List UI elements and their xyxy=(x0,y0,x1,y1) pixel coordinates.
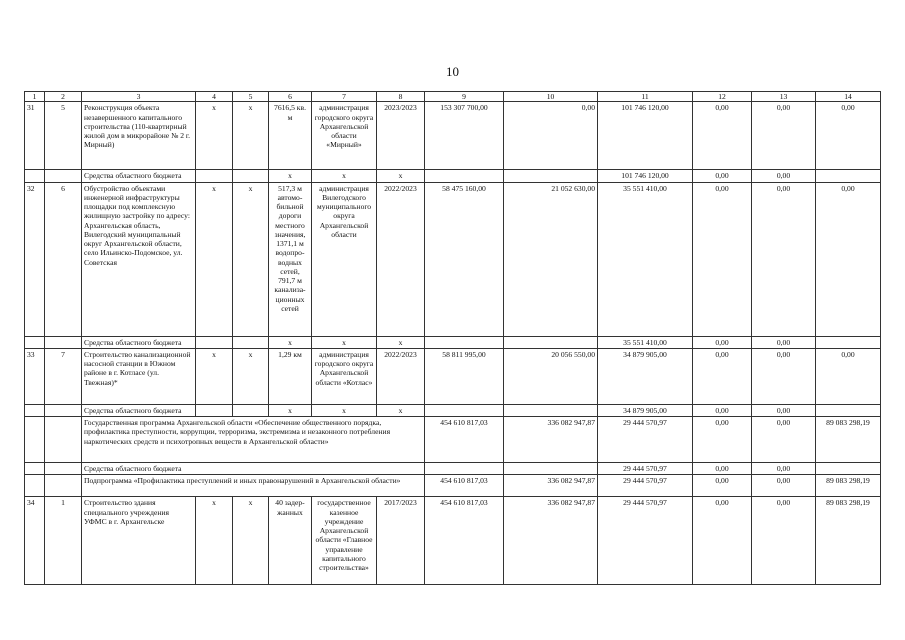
total-amount: 58 475 160,00 xyxy=(425,182,504,336)
amount-col10: 336 082 947,87 xyxy=(504,497,598,585)
amount-col13: 0,00 xyxy=(752,463,816,475)
amount-col12: 0,00 xyxy=(693,336,752,348)
amount-col10: 21 052 630,00 xyxy=(504,182,598,336)
capacity: 7616,5 кв. м xyxy=(269,102,312,170)
column-number: 3 xyxy=(82,92,196,102)
column-number: 6 xyxy=(269,92,312,102)
column-number: 5 xyxy=(233,92,269,102)
cell-x: x xyxy=(269,336,312,348)
sub-number: 6 xyxy=(45,182,82,336)
amount-col14: 89 083 298,19 xyxy=(816,475,881,497)
column-number: 4 xyxy=(196,92,233,102)
total-amount: 454 610 817,03 xyxy=(425,475,504,497)
cell-x: x xyxy=(233,348,269,404)
amount-col11: 29 444 570,97 xyxy=(598,475,693,497)
amount-col14: 0,00 xyxy=(816,182,881,336)
table-row xyxy=(25,182,881,336)
amount-col10: 0,00 xyxy=(504,102,598,170)
amount-col12: 0,00 xyxy=(693,102,752,170)
amount-col13: 0,00 xyxy=(752,348,816,404)
amount-col10: 336 082 947,87 xyxy=(504,417,598,463)
customer: администрация городского округа Архангельской области «Мирный» xyxy=(312,102,377,170)
total-amount: 454 610 817,03 xyxy=(425,417,504,463)
period: 2022/2023 xyxy=(377,348,425,404)
object-name: Строительство канализационной насосной станции в Южном районе в г. Котласе (ул. Твежная)* xyxy=(82,348,196,404)
amount-col13: 0,00 xyxy=(752,497,816,585)
cell-x: x xyxy=(233,182,269,336)
column-number: 7 xyxy=(312,92,377,102)
subtotal-row xyxy=(25,170,881,182)
subtotal-label: Средства областного бюджета xyxy=(82,404,196,416)
column-number: 11 xyxy=(598,92,693,102)
object-name: Строительство здания специального учреждения УФМС в г. Архангельске xyxy=(82,497,196,585)
amount-col12: 0,00 xyxy=(693,170,752,182)
subprogram-row xyxy=(25,475,881,497)
object-name: Реконструкция объекта незавершенного капитального строительства (110-квартирный жилой дом в микрорайоне № 2 г. Мирный) xyxy=(82,102,196,170)
column-number: 1 xyxy=(25,92,45,102)
amount-col12: 0,00 xyxy=(693,475,752,497)
cell-x: x xyxy=(312,404,377,416)
row-number: 32 xyxy=(25,182,45,336)
period: 2022/2023 xyxy=(377,182,425,336)
subtotal-row xyxy=(25,336,881,348)
customer: администрация городского округа Архангельской области «Котлас» xyxy=(312,348,377,404)
cell-x: x xyxy=(377,336,425,348)
table-row xyxy=(25,102,881,170)
amount-col11: 35 551 410,00 xyxy=(598,182,693,336)
amount-col12: 0,00 xyxy=(693,348,752,404)
amount-col14: 0,00 xyxy=(816,102,881,170)
amount-col12: 0,00 xyxy=(693,182,752,336)
column-number: 13 xyxy=(752,92,816,102)
budget-table xyxy=(24,91,881,585)
capacity: 40 задер-жанных xyxy=(269,497,312,585)
cell-x: x xyxy=(196,497,233,585)
amount-col11: 101 746 120,00 xyxy=(598,170,693,182)
amount-col14: 89 083 298,19 xyxy=(816,417,881,463)
subprogram-title: Подпрограмма «Профилактика преступлений и иных правонарушений в Архангельской области» xyxy=(82,475,425,497)
amount-col12: 0,00 xyxy=(693,404,752,416)
row-number: 33 xyxy=(25,348,45,404)
amount-col11: 29 444 570,97 xyxy=(598,417,693,463)
column-number: 12 xyxy=(693,92,752,102)
cell-x: x xyxy=(269,404,312,416)
column-number: 9 xyxy=(425,92,504,102)
cell-x: x xyxy=(312,170,377,182)
amount-col12: 0,00 xyxy=(693,497,752,585)
amount-col13: 0,00 xyxy=(752,102,816,170)
amount-col13: 0,00 xyxy=(752,404,816,416)
cell-x: x xyxy=(196,348,233,404)
program-title: Государственная программа Архангельской области «Обеспечение общественного порядка, профилактика преступности, коррупции, терроризма, экстремизма и незаконного потребления наркотических средств и психотропных веществ в Архангельской области» xyxy=(82,417,425,463)
column-number-row xyxy=(25,92,881,102)
customer: администрация Вилегодского муниципального округа Архангельской области xyxy=(312,182,377,336)
table-row xyxy=(25,348,881,404)
amount-col14: 89 083 298,19 xyxy=(816,497,881,585)
sub-number: 7 xyxy=(45,348,82,404)
sub-number: 5 xyxy=(45,102,82,170)
cell-x: x xyxy=(233,102,269,170)
amount-col10: 20 056 550,00 xyxy=(504,348,598,404)
subtotal-label: Средства областного бюджета xyxy=(82,463,425,475)
subtotal-row xyxy=(25,463,881,475)
amount-col10: 336 082 947,87 xyxy=(504,475,598,497)
row-number: 34 xyxy=(25,497,45,585)
amount-col11: 34 879 905,00 xyxy=(598,348,693,404)
total-amount: 153 307 700,00 xyxy=(425,102,504,170)
amount-col13: 0,00 xyxy=(752,336,816,348)
program-row xyxy=(25,417,881,463)
total-amount: 454 610 817,03 xyxy=(425,497,504,585)
amount-col11: 29 444 570,97 xyxy=(598,497,693,585)
period: 2023/2023 xyxy=(377,102,425,170)
capacity: 517,3 м автомо-бильной дороги местного значения, 1371,1 м водопро-водных сетей, 791,7 м канализа-ционных сетей xyxy=(269,182,312,336)
subtotal-label: Средства областного бюджета xyxy=(82,170,196,182)
sub-number: 1 xyxy=(45,497,82,585)
customer: государственное казенное учреждение Архангельской области «Главное управление капитального строительства» xyxy=(312,497,377,585)
column-number: 14 xyxy=(816,92,881,102)
amount-col11: 101 746 120,00 xyxy=(598,102,693,170)
column-number: 10 xyxy=(504,92,598,102)
amount-col12: 0,00 xyxy=(693,463,752,475)
cell-x: x xyxy=(269,170,312,182)
amount-col11: 34 879 905,00 xyxy=(598,404,693,416)
amount-col13: 0,00 xyxy=(752,182,816,336)
capacity: 1,29 км xyxy=(269,348,312,404)
subtotal-label: Средства областного бюджета xyxy=(82,336,196,348)
cell-x: x xyxy=(196,182,233,336)
column-number: 8 xyxy=(377,92,425,102)
object-name: Обустройство объектами инженерной инфраструктуры площадки под комплексную жилищную застройку по адресу: Архангельская область, Вилегодский муниципальный округ Архангельской области, село Ильинско-Подомское, ул. Советская xyxy=(82,182,196,336)
amount-col13: 0,00 xyxy=(752,417,816,463)
amount-col11: 29 444 570,97 xyxy=(598,463,693,475)
amount-col13: 0,00 xyxy=(752,170,816,182)
cell-x: x xyxy=(233,497,269,585)
amount-col14: 0,00 xyxy=(816,348,881,404)
total-amount: 58 811 995,00 xyxy=(425,348,504,404)
table-row xyxy=(25,497,881,585)
row-number: 31 xyxy=(25,102,45,170)
amount-col13: 0,00 xyxy=(752,475,816,497)
cell-x: x xyxy=(196,102,233,170)
subtotal-row xyxy=(25,404,881,416)
period: 2017/2023 xyxy=(377,497,425,585)
amount-col11: 35 551 410,00 xyxy=(598,336,693,348)
column-number: 2 xyxy=(45,92,82,102)
cell-x: x xyxy=(377,170,425,182)
cell-x: x xyxy=(377,404,425,416)
page-number: 10 xyxy=(446,64,459,79)
cell-x: x xyxy=(312,336,377,348)
amount-col12: 0,00 xyxy=(693,417,752,463)
